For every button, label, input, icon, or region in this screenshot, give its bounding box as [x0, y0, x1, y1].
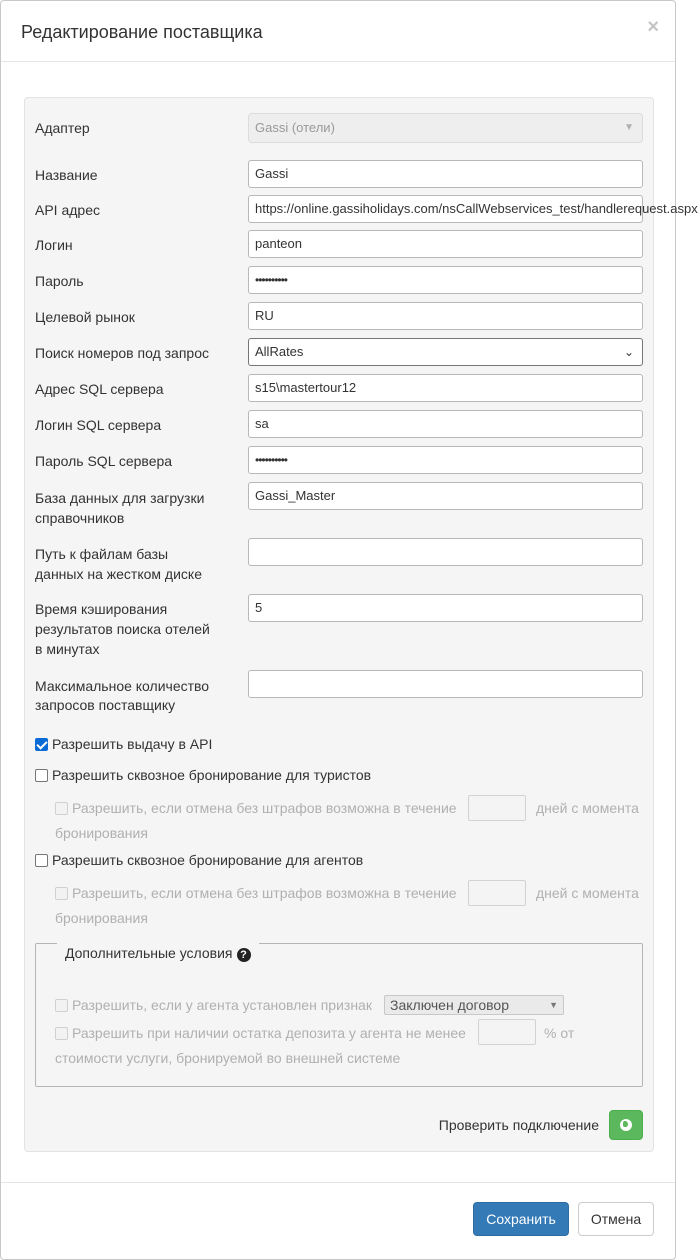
tourists-label: Разрешить сквозное бронирование для туристов — [52, 767, 372, 783]
chevron-down-icon: ▼ — [549, 1000, 558, 1010]
allow-api-label: Разрешить выдачу в API — [52, 736, 213, 752]
dialog-header — [1, 1, 675, 62]
cancel-button[interactable]: Отмена — [578, 1202, 654, 1236]
cache-time-input[interactable]: 5 — [248, 594, 643, 622]
tourists-row[interactable] — [35, 765, 371, 785]
close-icon[interactable]: × — [647, 16, 659, 38]
agents-sub-suffix-2: бронирования — [55, 910, 148, 926]
tourists-sub-suffix-2: бронирования — [55, 825, 148, 841]
tourists-checkbox[interactable] — [35, 769, 48, 782]
name-label: Название — [35, 167, 98, 183]
extra-conditions-legend — [57, 943, 259, 963]
sql-login-input[interactable]: sa — [248, 410, 643, 438]
login-input[interactable]: panteon — [248, 230, 643, 258]
tourists-sub-row — [55, 798, 457, 818]
adapter-label: Адаптер — [35, 120, 90, 136]
agent-sign-value: Заключен договор — [390, 997, 509, 1013]
allow-api-row[interactable] — [35, 734, 212, 754]
target-market-label: Целевой рынок — [35, 309, 135, 325]
max-requests-input[interactable] — [248, 670, 643, 698]
room-search-label: Поиск номеров под запрос — [35, 345, 209, 361]
tourists-sub-checkbox — [55, 802, 68, 815]
agents-sub-checkbox — [55, 887, 68, 900]
chevron-down-icon: ▼ — [624, 122, 634, 133]
check-connection-button[interactable] — [609, 1110, 643, 1140]
agent-sign-label: Разрешить, если у агента установлен признак — [72, 997, 372, 1013]
cache-time-label-3: в минутах — [35, 641, 100, 657]
name-input[interactable]: Gassi — [248, 160, 643, 188]
sql-password-label: Пароль SQL сервера — [35, 453, 173, 469]
db-directories-label-1: База данных для загрузки — [35, 490, 205, 506]
db-path-input[interactable] — [248, 538, 643, 566]
room-search-value: AllRates — [255, 344, 304, 359]
login-label: Логин — [35, 237, 73, 253]
deposit-checkbox — [55, 1027, 68, 1040]
db-directories-label-2: справочников — [35, 510, 125, 526]
target-market-input[interactable]: RU — [248, 302, 643, 330]
agents-sub-row — [55, 883, 457, 903]
deposit-suffix: % от — [544, 1025, 575, 1041]
agents-sub-suffix-1: дней с момента — [536, 885, 639, 901]
sql-address-label: Адрес SQL сервера — [35, 381, 164, 397]
sql-address-input[interactable]: s15\mastertour12 — [248, 374, 643, 402]
deposit-line-2: стоимости услуги, бронируемой во внешней системе — [55, 1050, 401, 1066]
footer-divider — [1, 1182, 675, 1183]
max-requests-label-2: запросов поставщику — [35, 697, 176, 713]
deposit-label: Разрешить при наличии остатка депозита у агента не менее — [72, 1025, 466, 1041]
agents-row[interactable] — [35, 850, 363, 870]
password-input[interactable]: •••••••••• — [248, 266, 643, 294]
password-label: Пароль — [35, 273, 84, 289]
api-address-label: API адрес — [35, 202, 100, 218]
sql-login-label: Логин SQL сервера — [35, 417, 162, 433]
agents-sub-label: Разрешить, если отмена без штрафов возможна в течение — [72, 885, 457, 901]
db-directories-input[interactable]: Gassi_Master — [248, 482, 643, 510]
cache-time-label-2: результатов поиска отелей — [35, 621, 210, 637]
adapter-select — [248, 113, 643, 143]
question-circle-icon[interactable]: ? — [237, 948, 251, 962]
agent-sign-select — [384, 995, 564, 1015]
adapter-value: Gassi (отели) — [255, 120, 335, 135]
globe-icon — [620, 1119, 632, 1131]
agents-label: Разрешить сквозное бронирование для агентов — [52, 852, 364, 868]
agents-days-input — [468, 880, 526, 906]
extra-conditions-title: Дополнительные условия — [65, 945, 233, 961]
deposit-percent-input — [478, 1019, 536, 1045]
save-button[interactable]: Сохранить — [473, 1202, 569, 1236]
check-connection-label: Проверить подключение — [438, 1117, 599, 1133]
agent-sign-checkbox — [55, 999, 68, 1012]
dialog-title: Редактирование поставщика — [21, 22, 263, 42]
deposit-row — [55, 1023, 466, 1043]
tourists-sub-suffix-1: дней с момента — [536, 800, 639, 816]
db-path-label-2: данных на жестком диске — [35, 566, 202, 582]
max-requests-label-1: Максимальное количество — [35, 678, 210, 694]
room-search-select[interactable] — [248, 338, 643, 366]
agent-sign-row — [55, 995, 372, 1015]
sql-password-input[interactable]: •••••••••• — [248, 446, 643, 474]
tourists-sub-label: Разрешить, если отмена без штрафов возможна в течение — [72, 800, 457, 816]
chevron-down-icon: ⌄ — [623, 345, 634, 359]
api-address-input[interactable]: https://online.gassiholidays.com/nsCallWebservices_test/handlerequest.aspx — [248, 195, 643, 223]
allow-api-checkbox[interactable] — [35, 738, 48, 751]
db-path-label-1: Путь к файлам базы — [35, 546, 169, 562]
agents-checkbox[interactable] — [35, 854, 48, 867]
tourists-days-input — [468, 795, 526, 821]
cache-time-label-1: Время кэширования — [35, 601, 168, 617]
